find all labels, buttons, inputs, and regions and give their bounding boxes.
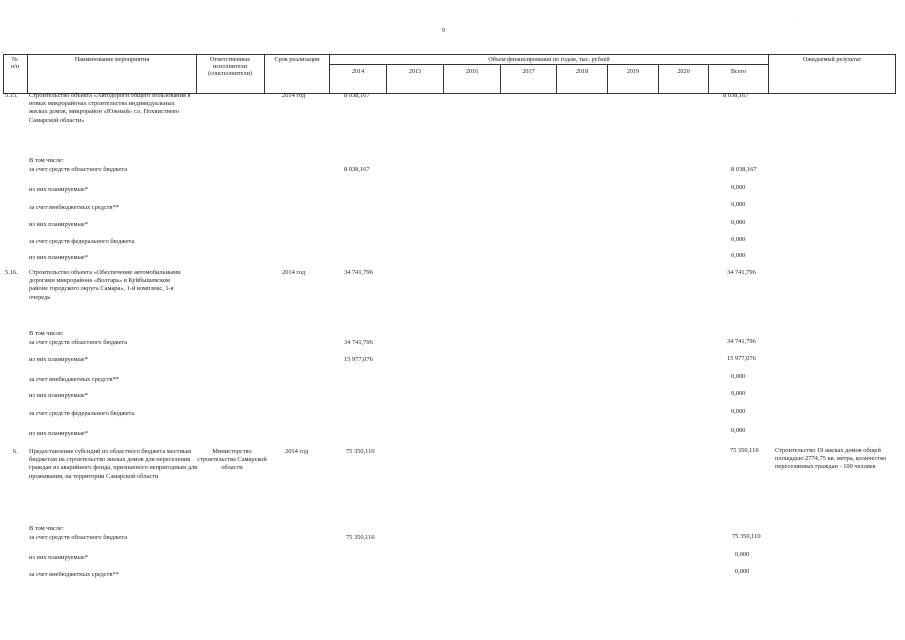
row-value-total: 0,000 [731,390,746,397]
item-intro: В том числе: [29,525,64,532]
row-label: за счет внебюджетных средств** [29,204,119,211]
year-2014: 2014 [351,68,365,75]
row-label: из них планируемые* [29,254,88,261]
row-label: за счет средств областного бюджета [29,166,128,173]
row-value-total: 15 977,076 [727,355,756,362]
row-value-2014: 75 350,110 [346,534,375,541]
row-value-2014: 8 038,167 [344,166,370,173]
col-responsible: Ответственные исполнители (соисполнители) [208,56,252,78]
row-value-total: 0,000 [735,551,750,558]
item-value-total: 8 038,167 [723,92,749,99]
row-label: из них планируемые* [29,554,88,561]
row-label: за счет средств областного бюджета [29,534,128,541]
item-intro: В том числе: [29,157,64,164]
item-number: 5.16. [5,269,18,276]
row-label: за счет средств областного бюджета [29,339,128,346]
page-number: 9 [442,28,445,34]
item-responsible: Министерство строительства Самарской области [197,448,267,472]
item-term: 2014 год [285,448,309,455]
item-term: 2014 год [282,92,306,99]
col-finance: Объем финансирования по годам, тыс. рублей [488,56,610,63]
item-name: Предоставление субсидий из областного бюджета местным бюджетам на строительство жилых домов для переселения граждан из аварийного фонда, признанного непригодным для проживания, на территории Самарской области [29,448,198,480]
row-value-total: 0,000 [731,236,746,243]
year-2017: 2017 [522,68,535,75]
col-name: Наименование мероприятия [74,56,150,63]
col-no: № п/п [10,56,20,71]
item-value-total: 34 741,796 [727,269,756,276]
row-value-total: 0,000 [731,201,746,208]
item-value-2014: 75 350,110 [346,448,375,455]
row-value-total: 34 741,796 [727,338,756,345]
row-label: за счет внебюджетных средств** [29,376,119,383]
item-term: 2014 год [282,269,306,276]
row-label: за счет средств федерального бюджета [29,410,135,417]
row-value-total: 8 038,167 [731,166,757,173]
item-value-2014: 34 741,796 [344,269,373,276]
year-2019: 2019 [626,68,640,75]
year-2015: 2015 [408,68,422,75]
item-intro: В том числе: [29,330,64,337]
row-value-total: 0,000 [731,373,746,380]
col-term: Срок реализации [274,56,320,63]
row-value-total: 0,000 [731,408,746,415]
row-label: из них планируемые* [29,430,88,437]
row-value-total: 0,000 [735,568,750,575]
year-total: Всего [730,68,747,75]
row-label: из них планируемые* [29,186,88,193]
item-name: Строительство объекта «Автодороги общего пользования в новых микрорайонах строительства индивидуальных жилых домов, микрорайон «Южный» г.о. Похвистнево Самарской области» [29,92,191,124]
row-value-2014: 34 741,796 [344,339,373,346]
row-label: из них планируемые* [29,392,88,399]
item-number: 5.15. [5,92,18,99]
row-label: за счет внебюджетных средств** [29,571,119,578]
corner-mark: · [794,20,796,26]
item-value-total: 75 350,110 [730,447,759,454]
table-header [3,54,896,94]
item-value-2014: 8 038,167 [344,92,370,99]
row-value-total: 0,000 [731,427,746,434]
row-value-total: 0,000 [731,184,746,191]
row-label: за счет средств федерального бюджета [29,238,135,245]
col-result: Ожидаемый результат [802,56,862,63]
row-value-2014: 15 977,076 [344,356,373,363]
year-2018: 2018 [575,68,589,75]
item-number: 6. [13,448,18,455]
year-2020: 2020 [677,68,690,75]
row-label: из них планируемые* [29,356,88,363]
row-value-total: 75 350,110 [732,533,761,540]
row-label: из них планируемые* [29,221,88,228]
row-value-total: 0,000 [731,252,746,259]
item-result: Строительство 19 жилых домов общей площадью 2774,75 кв. метра, количество переселяемых граждан - 100 человек [775,447,887,471]
year-2016: 2016 [465,68,479,75]
row-value-total: 0,000 [731,219,746,226]
item-name: Строительство объекта «Обеспечение автомобильными дорогами микрорайона «Волгарь» в Куйбышевском районе городского округа Самара», 1-й комплекс, 1-я очередь [29,269,181,301]
